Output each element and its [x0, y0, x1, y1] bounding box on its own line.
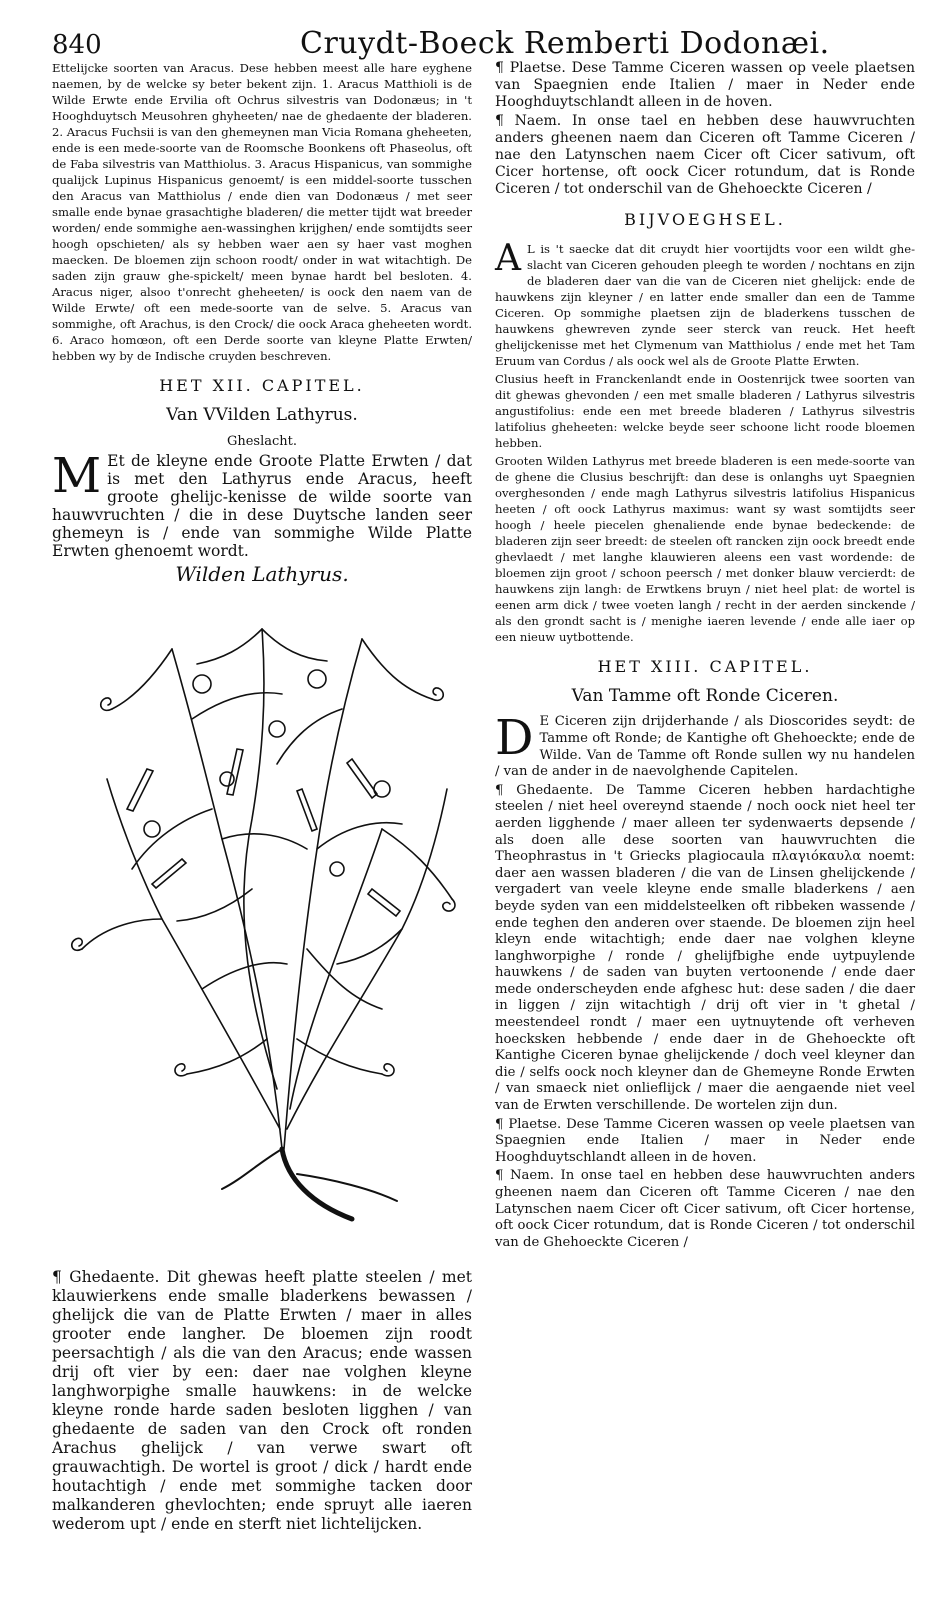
chapter-xiii-title: Van Tamme oft Ronde Ciceren.	[571, 685, 839, 706]
naem-paragraph: ¶ Naem. In onse tael en hebben dese hauwvruchten anders gheenen naem dan Ciceren oft Tamme Ciceren / nae den Latynschen naem Cicer oft Cicer sativum, oft Cicer hortense, oft oock Cicer rotundum, dat is Ronde Ciceren / tot onderschil van de Ghehoeckte Ciceren /	[495, 113, 915, 197]
page-number: 840	[52, 30, 102, 60]
bijvoeghsel-heading: BIJVOEGHSEL.	[624, 210, 786, 229]
dropcap-a: A	[495, 237, 521, 279]
ghedaente-paragraph: ¶ Ghedaente. Dit ghewas heeft platte steelen / met klauwierkens ende smalle bladerkens bewassen / ghelijck die van de Platte Erwten / maer in alles grooter ende langher. De bloemen zijn roodt peersachtigh / als die van den Aracus; ende wassen drij oft vier by een: daer nae volghen kleyne langhworpighe smalle hauwkens: in de welcke kleyne ronde harde saden besloten ligghen / van ghedaente de saden van den Crock oft ronden Arachus ghelijck / van verwe swart oft grauwachtigh. De wortel is groot / dick / hardt ende houtachtigh / ende met sommighe tacken door malkanderen ghevlochten; ende spruyt alle iaeren wederom upt / ende en sterft niet lichtelijcken.	[52, 1268, 472, 1533]
grooten-paragraph: Grooten Wilden Lathyrus met breede bladeren is een mede-soorte van de ghene die Clusius beschrijft: dan dese is onlanghs uyt Spaegnien overghesonden / ende magh Lathyrus silvestris latifolius Hispanicus heeten / oft oock Lathyrus maximus: want sy wast somtijdts seer hoogh / heele piecelen ghenaliende ende bynae bedeckende: de bladeren zijn seer breedt: de steelen oft rancken zijn oock breedt ende ghevlaedt / met langhe klauwieren aleens een vast wordende: de bloemen zijn groot / schoon peersch / met donker blauw vercierdt: de hauwkens zijn langh: de Erwtkens bruyn / niet heel plat: de wortel is eenen arm dick / twee voeten langh / recht in der aerden sinckende / als den grondt sacht is / menighe iaeren levende / ende alle iaer op een nieuw uytbottende.	[495, 453, 915, 644]
section-label-gheslacht: Gheslacht.	[226, 433, 298, 449]
bijvoeghsel-text: L is 't saecke dat dit cruydt hier voortijdts voor een wildt ghe-slacht van Ciceren gehouden pleegh te worden / nochtans en zijn de bladeren daer van die van de Ciceren niet ghelijck: ende de hauwkens zijn kleyner / en latter ende smaller dan een de Tamme Ciceren. Op sommighe plaetsen zijn de bladerkens tusschen de hauwkens ghewreven zynde seer sterck van reuck. Het heeft ghelijckenisse met het Clymenum van Matthiolus / ende met het Tam Eruum van Cordus / als oock wel als de Groote Platte Erwten.	[495, 241, 915, 368]
gheslacht-paragraph	[52, 448, 472, 561]
gheslacht-text: Et de kleyne ende Groote Platte Erwten / dat is met den Lathyrus ende Aracus, heeft groote ghelijc-kenisse de wilde soorte van hauwvruchten / die in dese Duytsche landen seer ghemeyn is / ende van sommighe Wilde Platte Erwten ghenoemt wordt.	[52, 452, 472, 561]
clusius-paragraph: Clusius heeft in Franckenlandt ende in Oostenrijck twee soorten van dit ghewas ghevonden / een met smalle bladeren / Lathyrus silvestris angustifolius: ende een met breede bladeren / Lathyrus silvestris latifolius gheheeten: welcke beyde seer schoone licht roode bloemen hebben.	[495, 371, 915, 450]
intro-paragraph: Ettelijcke soorten van Aracus. Dese hebben meest alle hare eyghene naemen, by de welcke sy beter bekent zijn. 1. Aracus Matthioli is de Wilde Erwte ende Ervilia oft Ochrus silvestris van Dodonæus; in 't Hooghduytsch Meusohren ghyheeten/ nae de ghedaente der bladeren. 2. Aracus Fuchsii is van den ghemeynen man Vicia Romana gheheeten, ende is een mede-soorte van de Roomsche Boonkens oft Phaseolus, oft de Faba silvestris van Matthiolus. 3. Aracus Hispanicus, van sommighe qualijck Lupinus Hispanicus genoemt/ is een middel-soorte tusschen den Aracus van Matthiolus / ende dien van Dodonæus / met seer smalle ende bynae grasachtighe bladeren/ die metter tijdt wat breeder worden/ ende sommighe aen-wassinghen krijghen/ ende somtijdts seer hoogh opschieten/ als sy hebben waer aen sy haer vast moghen maecken. De bloemen zijn schoon roodt/ onder in wat witachtigh. De saden zijn grauw ghe-spickelt/ meen bynae hardt bel besloten. 4. Aracus niger, alsoo t'onrecht gheheeten/ is oock den naem van de Wilde Erwte/ oft een mede-soorte van de selve. 5. Aracus van sommighe, oft Arachus, is den Crock/ die oock Araca gheheeten wordt. 6. Araco homœon, oft een Derde soorte van kleyne Platte Erwten/ hebben wy by de Indische cruyden beschreven.	[52, 61, 472, 363]
running-title: Cruydt-Boeck Remberti Dodonæi.	[300, 26, 830, 61]
right-column	[495, 60, 915, 1253]
bijvoeghsel-paragraph	[495, 237, 915, 369]
dropcap-m: M	[52, 448, 102, 505]
ciceren-intro-paragraph	[495, 710, 915, 780]
figure-caption: Wilden Lathyrus.	[175, 562, 349, 587]
ciceren-plaetse-paragraph: ¶ Plaetse. Dese Tamme Ciceren wassen op veele plaetsen van Spaegnien ende Italien / maer in Neder ende Hooghduytschlandt alleen in de hoven.	[495, 1116, 915, 1165]
chapter-xii-heading: HET XII. CAPITEL.	[159, 376, 365, 395]
dropcap-d: D	[495, 710, 534, 767]
lower-left-text	[52, 1268, 472, 1534]
plant-drawing	[52, 589, 472, 1229]
lathyrus-woodcut-illustration	[52, 589, 472, 1229]
left-column	[52, 60, 472, 1229]
chapter-xii-title: Van VVilden Lathyrus.	[166, 404, 358, 425]
chapter-xiii-heading: HET XIII. CAPITEL.	[597, 656, 813, 676]
plaetse-paragraph: ¶ Plaetse. Dese Tamme Ciceren wassen op veele plaetsen van Spaegnien ende Italien / maer in Neder ende Hooghduytschlandt alleen in de hoven.	[495, 60, 915, 110]
ciceren-intro-text: E Ciceren zijn drijderhande / als Dioscorides seydt: de Tamme oft Ronde; de Kantighe oft Ghehoeckte; ende de Wilde. Van de Tamme oft Ronde sullen wy nu handelen / van de ander in de naevolghende Capitelen.	[495, 714, 915, 780]
ciceren-naem-paragraph: ¶ Naem. In onse tael en hebben dese hauwvruchten anders gheenen naem dan Ciceren oft Tamme Ciceren / nae den Latynschen naem Cicer oft Cicer sativum, oft Cicer hortense, oft oock Cicer rotundum, dat is Ronde Ciceren / tot onderschil van de Ghehoeckte Ciceren /	[495, 1168, 915, 1250]
ciceren-ghedaente-paragraph: ¶ Ghedaente. De Tamme Ciceren hebben hardachtighe steelen / niet heel overeynd staende / noch oock niet heel ter aerden ligghende / maer alleen ter sydenwaerts depsende / als doen alle dese soorten van hauwvruchten die Theophrastus in 't Griecks plagiocaula πλαγιόκαυλα noemt: daer aen wassen bladeren / die van de Linsen ghelijckende / vergadert van veele kleyne ende smalle bladerkens / aen beyde syden van een middelsteelken oft ribbeken wassende / ende teghen den anderen over staende. De bloemen zijn heel kleyn ende witachtigh; ende daer nae volghen kleyne langhworpighe / ronde / ghelijfbighe ende uytpuylende hauwkens / de saden van buyten vertoonende / ende daer mede onderscheyden ende afghesc hut: dese saden / die daer in liggen / zijn witachtigh / drij oft vier in 't ghetal / meestendeel rondt / maer een uytnuytende oft verheven hoecksken hebbende / ende daer in de Ghehoeckte oft Kantighe Ciceren bynae ghelijckende / doch veel kleyner dan die / selfs oock noch kleyner dan de Ghemeyne Ronde Erwten / van smaeck niet onlieflijck / maer die aengaende niet veel van de Erwten verschillende. De wortelen zijn dun.	[495, 782, 915, 1114]
